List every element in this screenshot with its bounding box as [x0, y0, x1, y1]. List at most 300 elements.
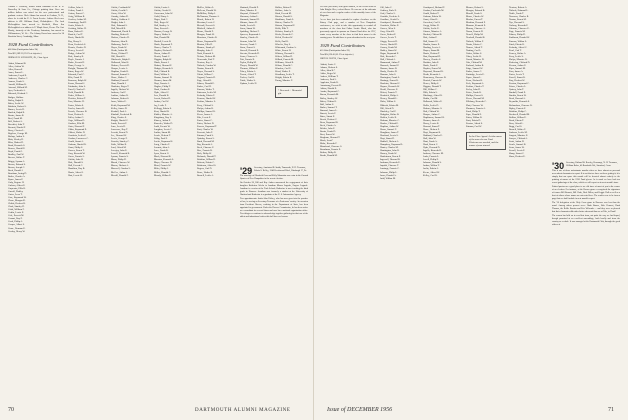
name-entry: Arnold, William R.: [8, 83, 27, 87]
name-entry: Humphrey, Raymond L.: [380, 143, 404, 147]
name-entry: Rankin, Ernest W.: [509, 94, 527, 98]
fund-1928-line1: 408 Gifts (Participation Index 94): [8, 49, 38, 51]
name-entry: Horton, Samuel D.: [154, 76, 173, 80]
name-list: [240, 6, 272, 85]
right-col-2: [380, 6, 420, 398]
name-entry: Bliss, Hubert D.: [8, 141, 24, 145]
name-entry: Richards, Donald T.: [197, 155, 217, 159]
name-entry: Davis, Harold B.: [68, 36, 85, 40]
name-entry: Dewey, Lewis P.: [68, 48, 84, 52]
name-entry: Lincoln, Stanley C.: [111, 140, 130, 144]
name-entry: Robbins, Philip C.: [509, 109, 527, 113]
name-entry: Boardman, Francis E.: [320, 148, 341, 152]
name-entry: Richardson, Clarence R.: [509, 103, 533, 107]
name-entry: Griffin, Leslie E.: [423, 27, 440, 31]
name-list: [380, 6, 420, 180]
name-entry: Weeks, Kenneth C.: [275, 33, 294, 37]
name-entry: Guild, Harry A.: [154, 15, 170, 19]
name-entry: Field, Donald B.: [68, 91, 84, 95]
name-entry: Loomis, John A.: [154, 146, 170, 150]
name-entry: Putnam, Frank S.: [197, 133, 214, 137]
name-entry: Greenleaf, Carl S.: [423, 21, 441, 25]
name-entry: Williams, Alfred B.: [275, 60, 294, 64]
name-entry: Stowell, Howard E.: [240, 48, 259, 52]
name-entry: Hubbard, Ernest P.: [111, 79, 129, 83]
name-entry: Rollins, Wilbur E.: [509, 115, 527, 119]
name-entry: Otis, Clifford M.: [466, 60, 483, 64]
name-entry: Coffin, Lewis E.: [8, 211, 24, 215]
name-entry: Childs, Herbert B.: [8, 202, 26, 206]
name-entry: Blanchard, Clarence S.: [320, 145, 343, 149]
name-entry: Holbrook, Ward S.: [111, 60, 129, 64]
name-entry: Harper, Stuart M.: [423, 48, 440, 52]
name-entry: Ladd, Everett W.: [154, 124, 171, 128]
name-entry: Collins, John A.: [68, 6, 84, 9]
name-entry: Olcott, Wilbur C.: [197, 73, 214, 77]
name-entry: Penney, Walter A.: [509, 51, 527, 55]
name-entry: Bates, Stuart E.: [320, 114, 335, 118]
name-entry: Jones, Walter E.: [111, 100, 127, 104]
name-entry: Welch, Herbert W.: [275, 36, 293, 40]
name-entry: Winslow, Carl E.: [275, 66, 292, 70]
name-entry: Mead, Francis W.: [154, 164, 171, 168]
name-entry: Jenks, Francis L.: [423, 155, 440, 159]
class-29-head: Secretary, Armistead B. Smith, Tamworth, N. H. Treasurer, Edwin S. Kelley, 1246 Beechwood Blvd., Pittsburgh 17, Pa.: [254, 167, 307, 172]
name-entry: Hills, Edwin L.: [423, 91, 438, 95]
name-entry: Fisher, Wilbur A.: [68, 94, 85, 98]
name-entry: Osgood, Francis D.: [197, 76, 216, 80]
name-entry: Parkhurst, Donald W.: [509, 36, 530, 40]
name-entry: Farrell, Charles E.: [68, 88, 86, 92]
name-entry: Griffis, Gerald G.: [111, 9, 128, 13]
name-entry: Haskell, Lewis B.: [154, 39, 172, 43]
name-entry: Pickering, Clifford D.: [509, 60, 530, 64]
name-entry: Russell, Walter F.: [509, 127, 526, 131]
name-entry: Hinckley, Carl P.: [380, 109, 397, 113]
name-entry: Nash, Kenneth L.: [197, 51, 214, 55]
name-entry: Tucker, Carl B.: [240, 76, 255, 80]
name-entry: Hersey, Donald L.: [380, 97, 398, 101]
name-entry: Taylor, Philip M.: [240, 60, 257, 64]
name-entry: Baxter, James R.: [8, 113, 25, 117]
name-entry: Hendrick, Philip A.: [380, 94, 399, 98]
name-entry: Dennis, Charles N.: [68, 45, 87, 49]
name-entry: Sears, James W.: [509, 146, 525, 150]
class-agents-box: In the Class Agents' list the names of the men who are Fund Chairmen are marked, and the names of men starred.: [466, 132, 506, 150]
name-entry: Munson, Kenneth E.: [466, 24, 486, 28]
name-entry: Hastings, Ernest R.: [380, 79, 399, 83]
name-entry: Haynes, Kenneth W.: [380, 85, 400, 89]
name-entry: Phelps, Arthur B.: [197, 106, 214, 110]
name-entry: Griggs, Everett H.: [380, 39, 398, 43]
name-entry: Cushing, Walter H.: [68, 27, 87, 31]
name-entry: Bent, Ernest W.: [320, 133, 336, 137]
name-entry: Read, Howard A.: [509, 97, 526, 101]
name-entry: Briggs, Lyman A.: [8, 159, 25, 163]
name-entry: Wilson, Donald C.: [275, 63, 293, 67]
fund-1928-line2: Total $33,189.32 (59.1% of objective): [8, 53, 42, 55]
name-entry: Prince, Charles L.: [509, 85, 527, 89]
name-entry: Dunn, George A.: [68, 63, 85, 67]
name-entry: Hammond, Arthur T.: [380, 60, 400, 64]
name-entry: Pearson, Harold W.: [197, 97, 216, 101]
name-entry: Sherman, Arthur L.: [240, 15, 259, 19]
name-entry: Graham, Edwin W.: [423, 15, 442, 19]
name-entry: Bell, Robert A.: [8, 119, 23, 123]
name-entry: Holbrook, Walter E.: [423, 100, 443, 104]
name-entry: Hale, Roger W.: [154, 21, 169, 25]
fund-1929-agent: JOHN W. HAYES, Class Agent: [320, 58, 348, 60]
name-entry: Putnam, Carl W.: [466, 124, 482, 128]
name-entry: Gurney, Frank M.: [380, 45, 398, 49]
name-entry: Hall, Clifford A.: [380, 57, 396, 61]
name-entry: Pierson, Arthur E.: [509, 63, 527, 67]
name-entry: Paige, Samuel W.: [466, 66, 483, 70]
fund-1929-title: 1929 Fund Contributors: [320, 43, 365, 48]
right-col1-body: [320, 6, 376, 40]
name-entry: Kendall, Paul A.: [111, 109, 127, 113]
page-gutter: [313, 0, 314, 420]
name-entry: Marsh, Clarence W.: [111, 161, 130, 165]
name-entry: Hewes, Philip S.: [423, 82, 439, 86]
name-entry: Eaton, Roger W.: [68, 69, 84, 73]
name-entry: Atkins, Harold E.: [320, 87, 337, 91]
name-entry: Proctor, Alfred S.: [466, 121, 483, 125]
name-entry: Bacon, Kenneth M.: [320, 93, 339, 97]
name-entry: Hicks, Wilbur S.: [380, 100, 396, 104]
name-entry: Hooper, Arthur C.: [423, 112, 441, 116]
name-entry: Maxwell, Gordon L.: [111, 167, 131, 171]
name-entry: Hardy, Charles D.: [380, 69, 398, 73]
name-entry: Payne, Stuart L.: [466, 76, 482, 80]
name-entry: Bingham, Howard T.: [320, 136, 341, 140]
name-entry: Hadley, Stuart W.: [380, 48, 397, 52]
name-entry: Shaw, Maurice E.: [240, 9, 257, 13]
name-entry: Pike, Lewis E.: [197, 115, 211, 119]
name-entry: Goodspeed, Howard L.: [380, 21, 403, 25]
name-entry: Pope, Donald E.: [466, 112, 482, 116]
name-entry: Baker, Clifford J.: [320, 99, 337, 103]
name-entry: Hovey, Lewis R.: [423, 121, 440, 125]
body-paragraph: The '30 delegation at the Holy Cross game in Hanover was less than the usual. Among others present were: Hank Barnes, Bob Clement, Hank Thomas, the Rollie Brosius and Pete Wilcomb — and they were so pleased that their classmates did rather better afterward than we at Yale, to Hank!: [552, 202, 620, 213]
name-entry: Stanley, Charles B.: [240, 36, 259, 40]
name-entry: Luce, Frank B.: [154, 149, 169, 153]
name-entry: Rice, Francis B.: [197, 149, 213, 153]
name-entry: Berry, Chester L.: [8, 129, 25, 133]
name-entry: Allen, John K.*: [320, 69, 336, 73]
name-entry: Keene, Alfred W.: [423, 170, 440, 174]
name-entry: Ross, Alfred L.: [509, 121, 524, 125]
name-entry: Curtis, Edwin L.: [68, 24, 84, 28]
name-entry: Robbins, Wilbur H.: [197, 158, 216, 162]
name-entry: Graves, Ernest T.: [68, 149, 85, 153]
name-entry: Hutchins, Roger T.: [111, 85, 130, 89]
name-entry: Lyon, Ernest G.: [154, 152, 170, 156]
body-paragraph: The marriage of Elizabeth Goss and Kelly Mountain was a star in the Ground Quarter of New Hampshire in the recent election.: [240, 175, 308, 180]
name-entry: Hackett, Clifford R.: [423, 33, 443, 37]
name-entry: Shepard, Clifford T.: [240, 12, 260, 16]
name-entry: Sanborn, Leslie M.: [509, 130, 528, 134]
name-entry: Graham, Harold R.: [68, 143, 87, 147]
name-entry: Griffis, Cortlandt W.: [111, 6, 131, 9]
name-entry: Wallace, John A.: [275, 9, 292, 13]
right-page: [320, 6, 620, 402]
fund-1928-agent: HERMAN H. SCHWARTZ, JR., Class Agent: [8, 57, 48, 59]
name-entry: Hildreth, Edwin M.: [380, 103, 399, 107]
name-entry: Goodwin, Walter E.: [380, 24, 400, 28]
name-entry: Nye, Howard S.: [509, 21, 525, 25]
name-entry: Hopkinson, Samuel B.: [423, 115, 445, 119]
right-col-5: [509, 6, 549, 398]
name-entry: Ellis, Frank D.: [68, 76, 83, 80]
name-entry: Adams, Herbert S.: [320, 66, 338, 70]
name-entry: Woodbury, Leslie T.: [275, 73, 295, 77]
name-entry: Morgan, Frank W.: [197, 33, 215, 37]
name-entry: Kellogg, Edwin S.: [154, 106, 172, 110]
body-paragraph: Printed quotas are a good place to see old faces of most of you in the course of an election. For instance, at the Brown game a recognized the signatures of former Bill Bennett, Bill Clark, Dick Dillon, and Reggie Hall as well as a host of others whose names are not noted here. The results were to be from a page that we shall include in next month's report.: [552, 186, 620, 200]
name-entry: Ball, Arthur S.: [320, 102, 334, 106]
name-entry: Palmer, Donald E.: [197, 82, 215, 86]
name-entry: Libby, Paul E.: [154, 137, 168, 141]
name-entry: Haskins, John E.: [423, 60, 440, 64]
name-entry: Lord, Alfred M.: [111, 146, 127, 150]
name-entry: Foss, Maurice H.: [68, 100, 85, 104]
left-page: [8, 6, 308, 402]
name-entry: Frost, Herbert L.: [68, 112, 85, 116]
name-entry: Abbott, Louis C.: [320, 63, 337, 66]
name-entry: Abbot, Edmund B.: [8, 62, 27, 65]
name-entry: Graves, Allen S.: [380, 27, 396, 31]
name-entry: Harvey, Charles S.: [423, 57, 441, 61]
name-list: [8, 62, 64, 233]
name-entry: Hall, Stanley A.: [154, 24, 170, 28]
magazine-name: DARTMOUTH ALUMNI MAGAZINE: [195, 408, 291, 413]
name-list: [466, 6, 506, 128]
name-entry: Pillsbury, Kenneth C.: [466, 100, 487, 104]
name-entry: Powers, Raymond T.: [197, 124, 217, 128]
name-entry: Ingalls, Herbert W.: [111, 88, 130, 92]
name-list: [68, 6, 108, 177]
right-col-3: [423, 6, 463, 398]
name-entry: Gordon, Frederick M.: [423, 9, 444, 13]
name-entry: Piper, Samuel M.: [509, 66, 526, 70]
name-entry: Grosvenor, John W.: [154, 12, 173, 16]
name-entry: Hager, Paul C.: [154, 18, 168, 22]
name-entry: Heath, Arthur M.: [111, 48, 128, 52]
name-entry: Johnson, Philip L.: [380, 170, 398, 174]
name-entry: Jewett, Robert H.: [154, 97, 171, 101]
name-entry: Phillips, Ernest S.: [466, 94, 484, 98]
name-entry: Norton, Ernest M.: [509, 18, 527, 22]
name-entry: Peabody, Edwin F.: [197, 94, 215, 98]
name-entry: Skinner, James D.: [240, 21, 258, 25]
name-entry: Rockwell, Donald M.: [509, 112, 530, 116]
name-entry: Noble, Frank T.: [509, 12, 525, 16]
name-entry: Grundy, Arthur D.: [111, 15, 129, 19]
name-entry: Scott, Arthur D.: [509, 140, 525, 144]
name-entry: Webster, Stanley E.: [275, 30, 294, 34]
name-entry: Sewall, Lewis P.: [509, 149, 525, 153]
name-entry: Warren, Harold S.: [275, 15, 293, 19]
name-entry: Herrick, Francis W.: [423, 79, 442, 83]
name-entry: Pierce, Howard M.: [466, 97, 485, 101]
name-entry: Brown, Joseph C.: [8, 165, 26, 169]
left-col-6: [240, 6, 308, 398]
name-entry: Hunt, Frank A.: [423, 140, 438, 144]
name-entry: Olney, Leslie B.: [466, 54, 482, 58]
name-entry: Emerson, Ralph W.: [68, 79, 87, 83]
name-entry: Towne, Alfred T.: [240, 73, 257, 77]
name-entry: Cobb, William F.: [8, 208, 25, 212]
name-entry: Nutting, Carl L.: [466, 48, 482, 52]
name-entry: Hobart, Howard P.: [154, 63, 172, 67]
name-entry: Brewer, Walter T.: [8, 156, 25, 160]
name-entry: Lovejoy, John E.: [111, 149, 128, 153]
name-entry: Howard, Samuel L.: [111, 73, 130, 77]
name-entry: Hurd, Ernest C.: [423, 143, 439, 147]
name-list: [154, 6, 194, 177]
name-entry: Lee, Howard W.: [111, 133, 127, 137]
name-entry: Hull, John W.: [423, 137, 437, 141]
name-entry: Langdon, Lewis C.: [154, 127, 173, 131]
name-entry: Goodhue, Gerald A.: [380, 18, 400, 22]
left-page-number: 70: [8, 407, 14, 413]
name-entry: Spencer, Raymond A.: [240, 33, 261, 37]
name-entry: Carter, Leon T.: [8, 193, 23, 197]
name-entry: Byrne, James P.: [8, 177, 24, 181]
name-entry: Hodgdon, Walter B.: [380, 112, 400, 116]
name-entry: Foster, Edwin S.: [68, 103, 84, 107]
class-30-body: [552, 170, 620, 227]
name-entry: Sawyer, Clifford A.: [509, 137, 528, 141]
name-entry: Howland, Lewis S.: [380, 133, 399, 137]
name-entry: Perry, Clifford S.: [197, 103, 214, 107]
name-entry: Morrill, Frank S.: [466, 12, 483, 16]
name-entry: French, Clarence B.: [68, 109, 88, 113]
name-entry: Colton, Frank J.: [68, 9, 84, 13]
name-entry: Platt, Clarence W.: [466, 103, 484, 107]
name-entry: Badger, Wallace: [8, 95, 24, 99]
name-entry: Anderson, Loyal R.: [8, 74, 27, 78]
name-entry: Bemis, Frank D.: [320, 130, 336, 134]
fund-1929-line2: Total $34,120.45 (61.2% of objective): [320, 54, 354, 56]
gift-legend-box: * Deceased. + Memorial gift: [275, 86, 308, 98]
name-entry: Hale, Arthur P.: [423, 36, 438, 40]
name-entry: Hewitt, Frank C.: [154, 54, 171, 58]
name-entry: Cole, Everett M.: [8, 214, 24, 218]
name-entry: Whitney, Howard L.: [275, 51, 295, 55]
name-entry: Wright, Edwin R.: [275, 76, 292, 80]
name-entry: Kingsbury, Roy L.: [154, 115, 172, 119]
name-entry: Ives, Donald R.: [154, 94, 170, 98]
name-entry: Hale, Kenneth C.: [380, 54, 397, 58]
name-entry: Poor, James A.: [509, 69, 524, 73]
name-entry: Powell, Stuart R.: [509, 76, 526, 80]
name-entry: Larkin, Stuart M.: [154, 130, 171, 134]
name-entry: Dwight, Thomas M.: [68, 66, 88, 70]
name-entry: Metcalf, Everett S.: [197, 24, 216, 28]
name-entry: Jordan, Wilbur T.: [423, 164, 440, 168]
right-page-number: 71: [608, 407, 614, 413]
name-entry: Greene, Lewis T.: [380, 36, 397, 40]
name-entry: Hosmer, James L.: [423, 118, 441, 122]
name-entry: Belden, John P.: [320, 126, 335, 130]
name-entry: Griffin, John H.: [68, 158, 84, 162]
name-entry: Jackman, Kenneth E.: [380, 161, 401, 165]
name-entry: Barnard, James L.: [320, 108, 338, 112]
name-entry: Sharp, Stuart C.: [509, 152, 525, 156]
name-entry: Norris, Edwin C.: [466, 42, 483, 46]
name-entry: Hebert, Francis T.: [380, 91, 398, 95]
name-entry: Fairbanks, John L.: [68, 85, 86, 89]
name-entry: Gould, Robert T.: [423, 12, 440, 16]
name-entry: Perley, John D.: [466, 88, 481, 92]
name-entry: Gould, Stuart A.: [68, 140, 84, 144]
class-29-number: '29: [240, 166, 253, 176]
name-entry: Goodspeed, Richard F.: [423, 6, 445, 9]
name-entry: Hemenway, Clarence B.: [423, 76, 447, 80]
name-entry: Johnson, Donald S.: [423, 161, 442, 165]
name-entry: Gregg, Walter D.: [423, 24, 440, 28]
name-entry: Knight, Harold C.: [111, 118, 129, 122]
name-entry: Ingalls, Kenneth R.: [423, 149, 442, 153]
name-entry: Mason, Herbert A.: [111, 164, 129, 168]
name-entry: Carroll, Dudley: [8, 189, 24, 193]
name-entry: Merrill, Donald F.: [111, 173, 129, 177]
name-entry: Gill, John C.: [380, 6, 393, 9]
name-entry: Burnham, Irving D.: [8, 171, 27, 175]
name-entry: Whitcomb, Gordon A.: [275, 45, 297, 49]
name-entry: Knowles, Walter D.: [154, 121, 173, 125]
name-entry: Drake, Everett H.: [68, 60, 85, 64]
name-entry: Munroe, Stanley P.: [197, 45, 216, 49]
name-entry: Appleton, Frank R.: [320, 81, 339, 85]
name-entry: Hatch, Raymond F.: [154, 42, 173, 46]
name-entry: Fletcher, Robert T.: [68, 97, 86, 101]
name-entry: Dean, Frederick S.: [68, 42, 86, 46]
name-entry: Carpenter, Ellis R.: [8, 186, 26, 190]
name-entry: Hyde, Alfred C.: [154, 91, 170, 95]
name-entry: Lyman, Francis S.: [111, 155, 129, 159]
name-entry: Kimball, Frederick B.: [111, 112, 132, 116]
class-30-head: Secretary, Richard W. Rowley, Kearsarge, N. H. Treasurer, William Baker, 40 Brookside Rd., Stamford, Conn.: [566, 162, 618, 167]
name-list: [509, 6, 549, 158]
left-col-6a: [240, 6, 272, 85]
left-col-3: [111, 6, 151, 398]
name-entry: Boyd, Frank G.: [8, 150, 23, 154]
name-entry: Hinds, Ernest J.: [154, 60, 170, 64]
name-entry: Dole, Stanley R.: [68, 54, 84, 58]
name-entry: Holmes, Everett D.: [111, 63, 130, 67]
name-entry: Pettee, Frank R.: [466, 91, 482, 95]
name-entry: Beal, Frank M.: [8, 116, 23, 120]
name-entry: Smith, Lewis R.: [240, 24, 256, 28]
name-entry: Pond, Philip T.: [466, 109, 481, 113]
name-entry: Carlson, Albert E.: [8, 183, 26, 187]
name-entry: Kelley, Carl R.: [423, 173, 438, 177]
name-entry: Bean, Raymond R.: [320, 120, 339, 124]
name-entry: Black, Scott*: [320, 139, 333, 143]
name-entry: Bond, Kenneth S.: [8, 144, 25, 148]
name-entry: Randall, Frank E.: [509, 91, 526, 95]
name-entry: Chase, Morgan K.: [8, 199, 26, 203]
name-entry: Sargent, Maurice E.: [509, 133, 529, 137]
name-entry: Harris, Herbert T.: [423, 51, 440, 55]
fund-1929-line1: 410 Gifts (Participation Index 95): [320, 50, 350, 52]
name-entry: Benedict, John T.: [8, 122, 25, 126]
name-entry: Hagar, Raymond E.: [380, 51, 399, 55]
name-entry: Ray, Kenneth A.: [197, 143, 213, 147]
